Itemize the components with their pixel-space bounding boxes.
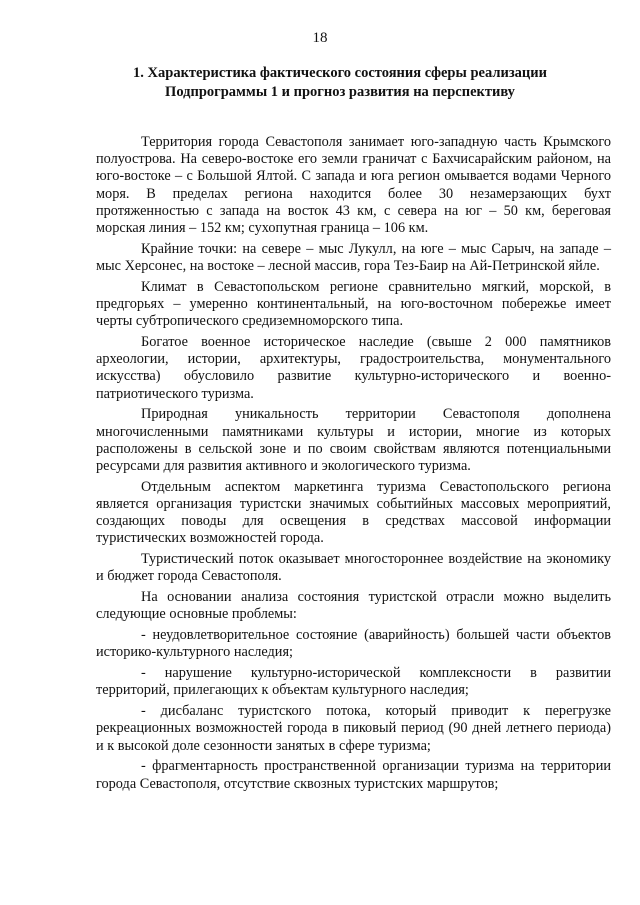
paragraph-marketing: Отдельным аспектом маркетинга туризма Севастопольского региона является организация туристски значимых событийных массовых мероприятий, создающих поводы для освещения в средствах массовой информации туристических возможностей города.	[96, 478, 611, 547]
body-text	[96, 134, 611, 796]
section-heading	[80, 64, 600, 102]
paragraph-nature: Природная уникальность территории Севастополя дополнена многочисленными памятниками культуры и истории, многие из которых расположены в сельской зоне и по своим свойствам являются потенциальными ресурсами для развития активного и экологического туризма.	[96, 406, 611, 475]
paragraph-heritage: Богатое военное историческое наследие (свыше 2 000 памятников археологии, истории, архитектуры, градостроительства, монументального искусства) обусловило развитие культурно-исторического и военно-патриотического туризма.	[96, 334, 611, 402]
paragraph-extreme-points: Крайние точки: на севере – мыс Лукулл, на юге – мыс Сарыч, на западе – мыс Херсонес, на востоке – лесной массив, гора Тез-Баир на Ай-Петринской яйле.	[96, 240, 611, 275]
problem-item: - нарушение культурно-исторической комплексности в развитии территорий, прилегающих к объектам культурного наследия;	[96, 665, 611, 699]
problem-item: - неудовлетворительное состояние (аварийность) большей части объектов историко-культурного наследия;	[96, 627, 611, 661]
page-number: 18	[312, 30, 328, 46]
paragraph-problems-intro: На основании анализа состояния туристской отрасли можно выделить следующие основные проблемы:	[96, 589, 611, 623]
problem-item: - дисбаланс туристского потока, который приводит к перегрузке рекреационных возможностей города в пиковый период (90 дней летнего периода) и к высокой доле сезонности занятых в сфере туризма;	[96, 703, 611, 754]
paragraph-tourist-flow: Туристический поток оказывает многостороннее воздействие на экономику и бюджет города Севастополя.	[96, 551, 611, 585]
problem-item: - фрагментарность пространственной организации туризма на территории города Севастополя, отсутствие сквозных туристских маршрутов;	[96, 758, 611, 792]
heading-line-1: 1. Характеристика фактического состояния сферы реализации	[133, 65, 547, 81]
paragraph-climate: Климат в Севастопольском регионе сравнительно мягкий, морской, в предгорьях – умеренно континентальный, на юго-восточном побережье имеет черты субтропического средиземноморского типа.	[96, 278, 611, 330]
heading-line-2: Подпрограммы 1 и прогноз развития на перспективу	[165, 84, 515, 100]
paragraph-territory: Территория города Севастополя занимает юго-западную часть Крымского полуострова. На северо-востоке его земли граничат с Бахчисарайским районом, на юго-востоке – с Большой Ялтой. С запада и юга регион омывается водами Черного моря. В пределах региона находится более 30 незамерзающих бухт протяженностью с запада на восток 43 км, с севера на юг – 50 км, береговая морская линия – 152 км; сухопутная граница – 106 км.	[96, 134, 611, 237]
